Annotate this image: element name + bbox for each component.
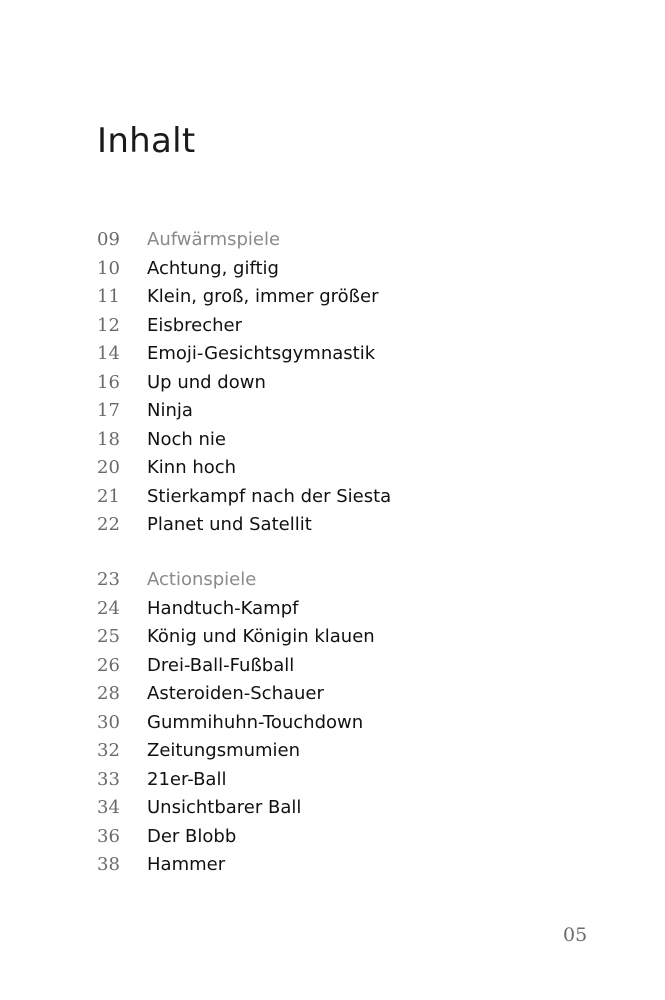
toc-page-number: 32 (97, 740, 120, 761)
toc-page-number: 23 (97, 569, 120, 590)
toc-page-number: 10 (97, 257, 120, 279)
toc-entry (97, 595, 577, 624)
toc-entry-title: Emoji-Gesichtsgymnastik (147, 343, 376, 364)
toc-entry-title: Ninja (147, 400, 193, 421)
toc-page-number: 38 (97, 854, 120, 875)
toc-entry-title: Kinn hoch (147, 457, 237, 478)
toc-entry (97, 680, 577, 709)
toc-page-number: 11 (97, 286, 120, 307)
toc-page-number: 22 (97, 514, 120, 535)
toc-entry-title: Planet und Satellit (147, 514, 312, 535)
toc-page-number: 14 (97, 343, 120, 364)
toc-entry-title: Asteroiden-Schauer (147, 683, 324, 704)
toc-entry (97, 623, 577, 652)
toc-entry (97, 766, 577, 795)
toc-entry-title: Up und down (147, 371, 266, 393)
toc-entry (97, 397, 577, 426)
toc-entry-title: Achtung, giftig (147, 257, 279, 279)
toc-entry (97, 369, 577, 398)
toc-page-number: 16 (97, 371, 120, 393)
toc-section-title: Aufwärmspiele (147, 229, 281, 250)
toc-entry (97, 737, 577, 766)
toc-page-number: 20 (97, 457, 120, 478)
toc-section-heading (97, 226, 577, 255)
toc-page-number: 26 (97, 654, 120, 676)
toc-entry (97, 255, 577, 284)
toc-page-number: 36 (97, 825, 120, 847)
toc-section-heading (97, 566, 577, 595)
toc-entry-title: Klein, groß, immer größer (147, 286, 379, 307)
toc-entry (97, 483, 577, 512)
toc-entry (97, 709, 577, 738)
toc-entry (97, 283, 577, 312)
toc-entry (97, 312, 577, 341)
toc-section-title: Actionspiele (147, 569, 257, 590)
toc-entry-title: Zeitungsmumien (147, 740, 301, 761)
page-title: Inhalt (97, 121, 196, 161)
toc-entry (97, 511, 577, 540)
toc-section-warmup (97, 226, 577, 540)
page-number: 05 (563, 924, 588, 946)
toc-entry (97, 340, 577, 369)
toc-entry (97, 851, 577, 880)
toc-page-number: 28 (97, 683, 120, 704)
toc-entry-title: Eisbrecher (147, 314, 243, 336)
toc-entry-title: Handtuch-Kampf (147, 597, 299, 619)
toc-entry (97, 454, 577, 483)
toc-section-action (97, 566, 577, 880)
toc-entry-title: Stierkampf nach der Siesta (147, 485, 392, 507)
toc-entry (97, 823, 577, 852)
toc-page-number: 24 (97, 597, 120, 619)
toc-entry-title: Der Blobb (147, 825, 237, 847)
toc-page-number: 21 (97, 485, 120, 507)
toc-entry-title: Drei-Ball-Fußball (147, 654, 295, 676)
toc-entry-title: Noch nie (147, 428, 226, 450)
toc-entry (97, 794, 577, 823)
toc-page-number: 09 (97, 229, 120, 250)
toc-entry-title: 21er-Ball (147, 768, 227, 790)
toc-entry (97, 652, 577, 681)
toc-page-number: 34 (97, 797, 120, 818)
toc-page-number: 18 (97, 428, 120, 450)
toc-page-number: 12 (97, 314, 120, 336)
toc-entry-title: Gummihuhn-Touchdown (147, 711, 364, 733)
toc-entry-title: Unsichtbarer Ball (147, 797, 302, 818)
toc-page-number: 30 (97, 711, 120, 733)
toc-entry (97, 426, 577, 455)
toc-page-number: 33 (97, 768, 120, 790)
toc-page-number: 25 (97, 626, 120, 647)
toc-page-number: 17 (97, 400, 120, 421)
toc-entry-title: König und Königin klauen (147, 626, 375, 647)
toc-entry-title: Hammer (147, 854, 226, 875)
